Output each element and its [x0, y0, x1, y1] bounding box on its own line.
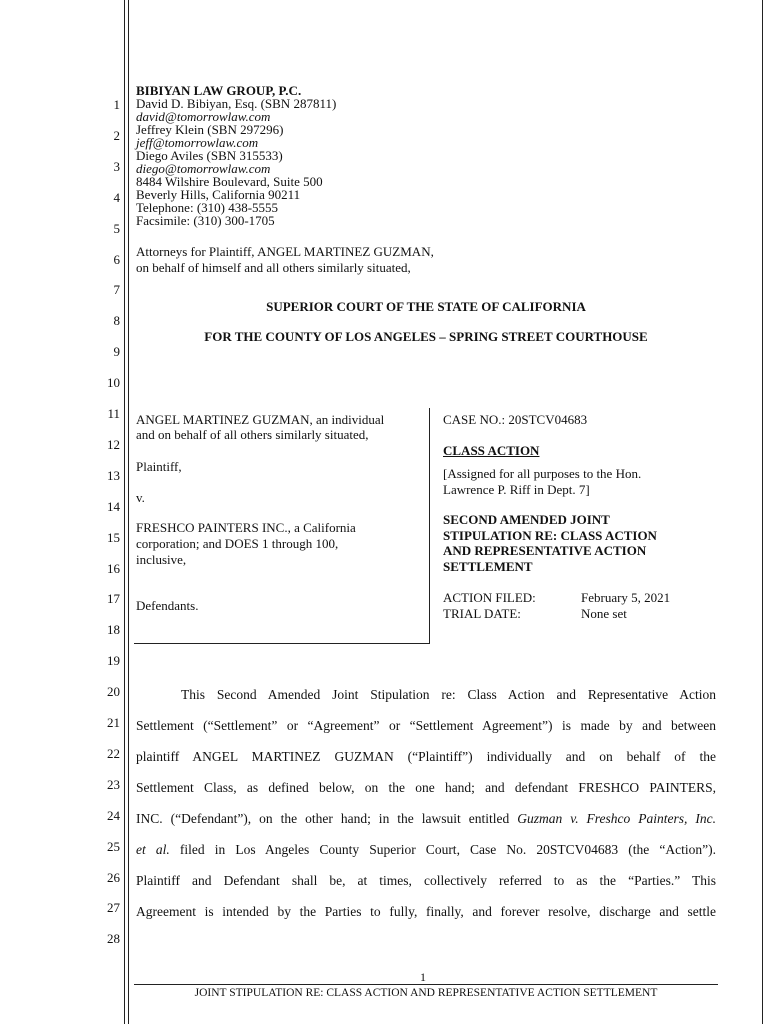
document-title-line: SETTLEMENT [443, 558, 533, 574]
body-line-5-text: INC. (“Defendant”), on the other hand; in the lawsuit entitled [136, 811, 518, 826]
line-number: 15 [107, 529, 120, 545]
defendants-label: Defendants. [136, 598, 199, 613]
line-number: 10 [107, 375, 120, 391]
footer-rule [134, 984, 718, 985]
trial-date-label: TRIAL DATE: [443, 606, 521, 621]
line-number: 25 [107, 838, 120, 854]
line-number: 24 [107, 807, 120, 823]
margin-rule-inner [128, 0, 129, 1024]
body-line-2: Settlement (“Settlement” or “Agreement” or “Settlement Agreement”) is made by and between [136, 718, 716, 733]
line-number: 28 [107, 931, 120, 947]
body-line-3: plaintiff ANGEL MARTINEZ GUZMAN (“Plaintiff”) individually and on behalf of the [136, 749, 716, 764]
document-title-line: SECOND AMENDED JOINT [443, 512, 610, 527]
line-number: 3 [113, 158, 120, 174]
line-number: 22 [107, 745, 120, 761]
line-number: 13 [107, 467, 120, 483]
page-number: 1 [420, 970, 426, 984]
firm-contact-line: Facsimile: (310) 300-1705 [136, 213, 275, 228]
line-number: 12 [107, 436, 120, 452]
line-number: 4 [113, 189, 120, 205]
trial-date-value: None set [581, 606, 627, 621]
attorneys-for-line-1: Attorneys for Plaintiff, ANGEL MARTINEZ GUZMAN, [136, 244, 434, 259]
line-number: 17 [107, 591, 120, 607]
margin-rule-right [762, 0, 763, 1024]
line-number: 16 [107, 560, 120, 576]
versus: v. [136, 490, 145, 505]
body-line-4: Settlement Class, as defined below, on the one hand; and defendant FRESHCO PAINTERS, [136, 780, 716, 795]
firm-contact-line: Telephone: (310) 438-5555 [136, 200, 279, 215]
document-title-line: AND REPRESENTATIVE ACTION [443, 543, 647, 558]
line-number: 8 [113, 313, 120, 329]
plaintiff-party-line-2: and on behalf of all others similarly situated, [136, 427, 369, 442]
et-al-italic: et al. [136, 842, 170, 857]
line-number: 7 [113, 282, 120, 298]
line-number: 11 [107, 406, 120, 421]
firm-contact-line: David D. Bibiyan, Esq. (SBN 287811) [136, 96, 337, 111]
line-number: 27 [107, 900, 120, 916]
plaintiff-party-line-1: ANGEL MARTINEZ GUZMAN, an individual [136, 412, 385, 427]
line-number: 23 [107, 776, 120, 792]
court-name: SUPERIOR COURT OF THE STATE OF CALIFORNIA [266, 299, 586, 314]
defendant-party-line-3: inclusive, [136, 552, 187, 567]
line-number: 20 [107, 684, 120, 700]
court-county: FOR THE COUNTY OF LOS ANGELES – SPRING STREET COURTHOUSE [204, 329, 648, 344]
body-line-5 [136, 811, 716, 827]
defendant-party-line-2: corporation; and DOES 1 through 100, [136, 536, 339, 551]
attorneys-for-line-2: on behalf of himself and all others similarly situated, [136, 260, 411, 275]
line-number: 26 [107, 869, 120, 885]
body-line-8: Agreement is intended by the Parties to fully, finally, and forever resolve, discharge and settle [136, 904, 716, 919]
body-line-6 [136, 842, 716, 858]
firm-contact-line: Diego Aviles (SBN 315533) [136, 148, 283, 163]
plaintiff-label: Plaintiff, [136, 459, 182, 474]
document-title-line: STIPULATION RE: CLASS ACTION [443, 527, 657, 543]
class-action-label: CLASS ACTION [443, 443, 540, 458]
line-number: 2 [113, 127, 120, 143]
firm-name: BIBIYAN LAW GROUP, P.C. [136, 83, 302, 98]
defendant-party-line-1: FRESHCO PAINTERS INC., a California [136, 520, 356, 535]
body-line-7: Plaintiff and Defendant shall be, at times, collectively referred to as the “Parties.” This [136, 873, 716, 888]
assignment-line-2: Lawrence P. Riff in Dept. 7] [443, 482, 590, 497]
assignment-line-1: [Assigned for all purposes to the Hon. [443, 466, 642, 481]
case-caption-italic: Guzman v. Freshco Painters, Inc. [517, 811, 716, 826]
line-number: 18 [107, 622, 120, 638]
line-number: 9 [113, 344, 120, 360]
action-filed-label: ACTION FILED: [443, 590, 536, 605]
firm-email: diego@tomorrowlaw.com [136, 161, 271, 176]
firm-email: jeff@tomorrowlaw.com [136, 135, 259, 150]
case-number: CASE NO.: 20STCV04683 [443, 412, 588, 427]
body-line-1: This Second Amended Joint Stipulation re: Class Action and Representative Action [181, 687, 716, 702]
line-number: 5 [113, 220, 120, 236]
action-filed-value: February 5, 2021 [581, 590, 671, 605]
line-number: 1 [113, 97, 120, 112]
line-number: 6 [113, 251, 120, 267]
footer-title: JOINT STIPULATION RE: CLASS ACTION AND REPRESENTATIVE ACTION SETTLEMENT [194, 987, 658, 999]
firm-contact-line: Beverly Hills, California 90211 [136, 187, 301, 202]
line-number: 14 [107, 498, 120, 514]
line-number: 19 [107, 653, 120, 669]
firm-contact-line: 8484 Wilshire Boulevard, Suite 500 [136, 174, 323, 189]
margin-rule-outer [124, 0, 125, 1024]
body-line-6-text: filed in Los Angeles County Superior Court, Case No. 20STCV04683 (the “Action”). [169, 842, 716, 857]
line-number: 21 [107, 715, 120, 730]
firm-contact-line: Jeffrey Klein (SBN 297296) [136, 122, 284, 137]
firm-email: david@tomorrowlaw.com [136, 109, 271, 124]
